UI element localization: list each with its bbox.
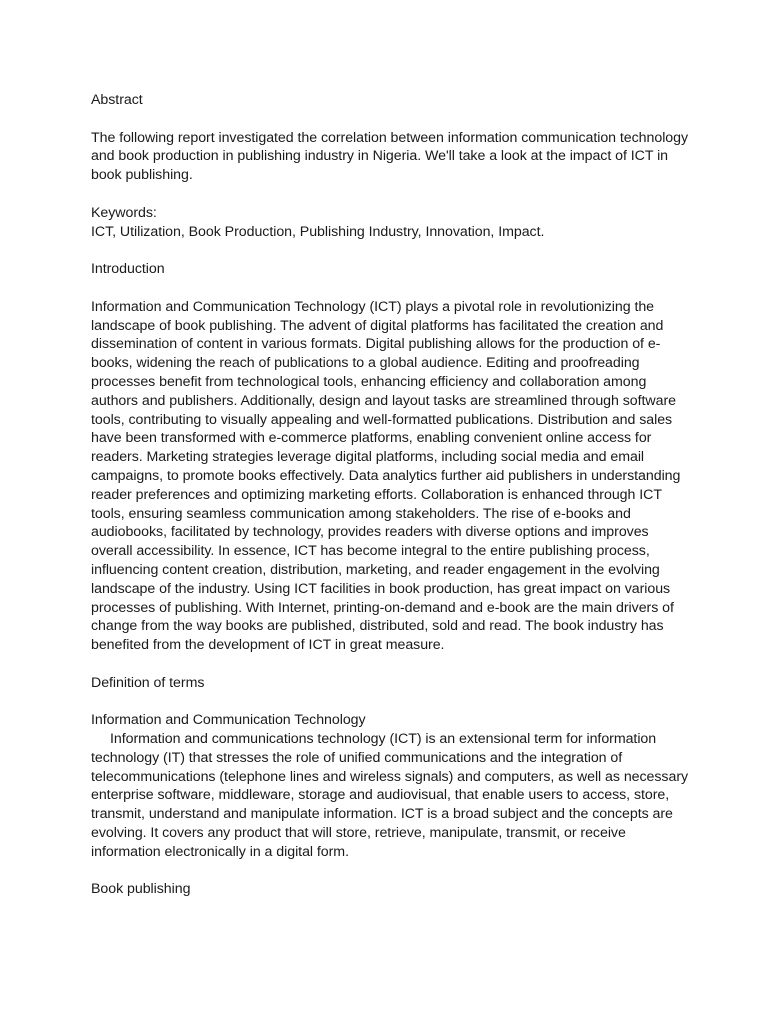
abstract-line: and book production in publishing industry in Nigeria. We'll take a look at the impact of ICT in [91,148,669,165]
abstract-heading: Abstract [91,92,143,108]
document-page [91,91,689,899]
introduction-line: tools, ensuring seamless communication among stakeholders. The rise of e-books and [91,505,631,522]
introduction-line: influencing content creation, distribution, marketing, and reader engagement in the evolving [91,561,660,578]
introduction-paragraph [91,298,681,655]
introduction-line: overall accessibility. In essence, ICT has become integral to the entire publishing process, [91,543,650,560]
introduction-line: landscape of the industry. Using ICT facilities in book production, has great impact on various [91,580,671,597]
keywords-text: ICT, Utilization, Book Production, Publishing Industry, Innovation, Impact. [91,223,545,240]
introduction-line: reader preferences and optimizing marketing efforts. Collaboration is enhanced through ICT [91,486,662,503]
ict-definition-paragraph [91,730,689,862]
ict-definition-line: telecommunications (telephone lines and wireless signals) and computers, as well as necessary [91,768,689,785]
introduction-line: readers. Marketing strategies leverage digital platforms, including social media and email [91,449,645,466]
introduction-line: Information and Communication Technology (ICT) plays a pivotal role in revolutionizing the [91,298,655,315]
ict-definition-line: information electronically in a digital form. [91,843,349,860]
spacer [91,862,681,881]
spacer [91,693,681,712]
spacer [91,110,681,129]
ict-definition-line: enterprise software, middleware, storage and audiovisual, that enable users to access, store, [91,787,670,804]
ict-definition-line: technology (IT) that stresses the role of unified communications and the integration of [91,749,623,766]
keywords-heading: Keywords: [91,204,157,221]
introduction-line: authors and publishers. Additionally, design and layout tasks are streamlined through software [91,392,676,409]
introduction-line: books, widening the reach of publications to a global audience. Editing and proofreading [91,355,640,372]
ict-definition-line: Information and communications technology (ICT) is an extensional term for information [110,731,657,748]
abstract-line: The following report investigated the correlation between information communication technology [91,129,689,146]
book-publishing-heading: Book publishing [91,881,191,898]
introduction-line: audiobooks, facilitated by technology, provides readers with diverse options and improves [91,524,649,541]
ict-definition-line: evolving. It covers any product that will store, retrieve, manipulate, transmit, or receive [91,825,626,842]
introduction-line: processes benefit from technological tools, enhancing efficiency and collaboration among [91,373,647,390]
introduction-line: processes of publishing. With Internet, printing-on-demand and e-book are the main drivers of [91,599,674,616]
ict-definition-heading: Information and Communication Technology [91,712,366,729]
introduction-line: dissemination of content in various formats. Digital publishing allows for the production of e- [91,336,661,353]
spacer [91,185,681,204]
introduction-line: landscape of book publishing. The advent of digital platforms has facilitated the creation and [91,317,664,334]
spacer [91,279,681,298]
definitions-heading: Definition of terms [91,674,205,691]
introduction-line: campaigns, to promote books effectively. Data analytics further aid publishers in understanding [91,467,681,484]
introduction-line: have been transformed with e-commerce platforms, enabling convenient online access for [91,430,652,447]
spacer [91,241,681,260]
ict-definition-line: transmit, understand and manipulate information. ICT is a broad subject and the concepts are [91,806,673,823]
introduction-line: benefited from the development of ICT in great measure. [91,637,445,654]
introduction-heading: Introduction [91,261,165,278]
introduction-line: change from the way books are published, distributed, sold and read. The book industry has [91,618,664,635]
spacer [91,655,681,674]
abstract-line: book publishing. [91,167,193,184]
abstract-paragraph [91,129,689,185]
introduction-line: tools, contributing to visually appealing and well-formatted publications. Distribution and sales [91,411,673,428]
